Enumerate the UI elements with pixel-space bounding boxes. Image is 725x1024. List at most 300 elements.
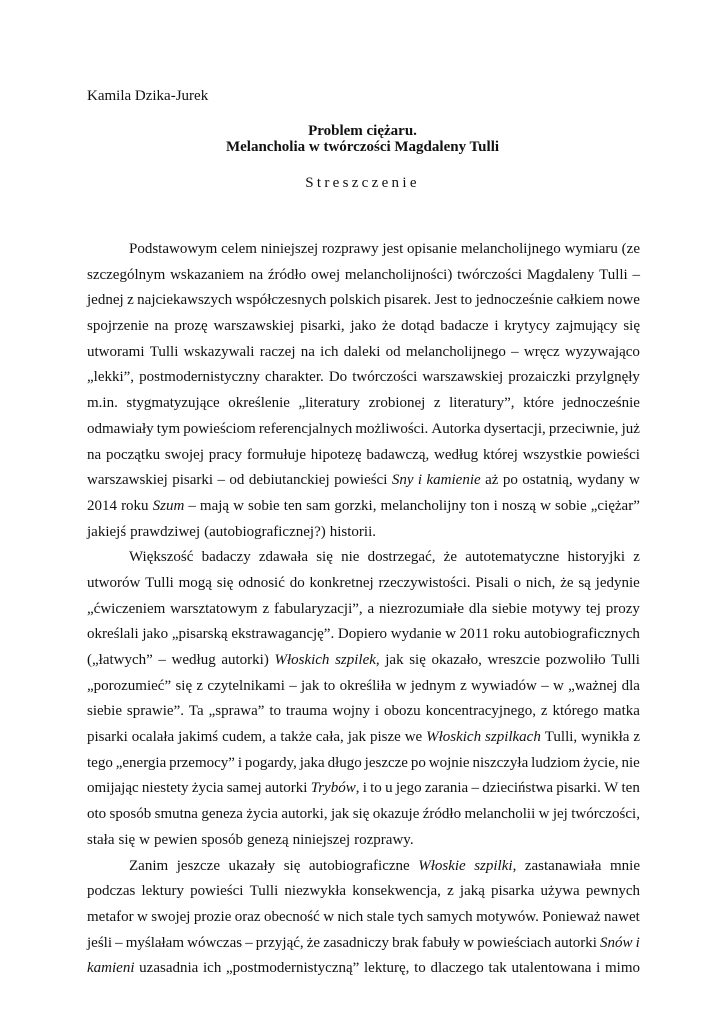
word: określali [87,626,139,643]
punctuation: , [512,857,517,874]
word: Tulli [249,883,279,900]
word: „postmodernistyczną” [226,960,360,977]
word: obecność [263,908,320,925]
word: jej [552,806,568,823]
word: współczesnych [235,292,327,309]
body-line [87,776,640,802]
word: po [410,754,426,771]
word: swojej [164,446,205,463]
word: od [229,472,245,489]
word: jednocześnie [475,292,554,309]
word: wówczas [187,934,243,951]
word: nich [337,908,364,925]
body-line [87,263,640,289]
word: dostrzegać, [367,549,436,566]
body-line [87,443,640,469]
word: ich [320,343,339,360]
word: jako [142,626,169,643]
body-line [87,597,640,623]
word: roku [492,626,521,643]
italic-word: Snów [600,934,633,951]
word: noszą [501,497,537,514]
word: mimo [604,960,640,977]
word: ludziom [531,754,581,771]
word: w [540,497,551,514]
word: Podstawowym [129,241,218,257]
word: jego [395,780,422,797]
word: to [414,960,426,977]
word: z [127,292,134,309]
body-line [87,879,640,905]
word: które [523,395,554,412]
word: w [395,677,407,694]
word: wydany [577,472,625,489]
italic-word: szpilek, [335,652,380,668]
word: 2014 [87,497,117,514]
word: z [460,677,467,694]
abstract-body [87,237,640,982]
body-line [87,828,640,854]
word: z [196,677,204,694]
word: się [352,806,370,823]
word: stygmatyzujące [126,395,220,412]
word: autorki) [221,652,269,668]
word: brak [392,934,419,951]
word: jak [301,677,320,694]
word: jak [347,729,367,746]
section-heading: Streszczenie [305,175,420,191]
word: sprawie”. [126,703,184,720]
word: powieści [586,446,640,463]
italic-word: Trybów, [310,780,360,797]
word: sobie [248,497,280,514]
word: rozprawy. [354,831,414,848]
body-line [87,622,640,648]
word: badaczy [201,549,251,566]
word: „ćwiczeniem [87,600,166,617]
word: to [370,780,382,797]
word: („łatwych” [87,652,153,668]
word: prozy [605,600,640,617]
word: Tulli, [544,729,578,746]
italic-word: Szum [152,497,185,514]
word: niniejszej [292,831,351,848]
word: w [323,908,335,925]
word: wojny [332,703,370,720]
word: zrobionej [368,395,426,412]
word: się [216,574,234,591]
word: – [471,780,479,797]
word: to [269,703,281,720]
word: pisarka [491,883,535,900]
word: jaka [299,754,325,771]
word: niestety [141,780,189,797]
word: autorki, [281,806,328,823]
word: sposób [201,831,244,848]
word: przeciwnie, [548,420,619,437]
word: autobiograficzne [308,857,410,874]
word: odnosić [238,574,285,591]
word: – [541,677,549,694]
word: dysertacji, [483,420,546,437]
word: Większość [129,549,194,566]
word: jeszcze [176,857,220,874]
word: niezrozumiałe [379,600,464,617]
word: ten [621,780,640,797]
word: że [382,318,396,335]
word: sobie [555,497,587,514]
word: u [385,780,393,797]
word: i [374,703,380,720]
word: Tulli [599,266,628,283]
word: dotąd [401,318,435,335]
word: okazuje [372,806,420,823]
body-line [87,468,640,494]
body-line [87,520,640,546]
word: pisarki, [300,318,345,335]
body-line [87,391,640,417]
word: źródło [267,266,307,283]
word: utworami [87,343,145,360]
word: melancholii [464,806,536,823]
word: ich [203,960,222,977]
word: jeśli [87,934,112,951]
word: pogardy, [244,754,297,771]
word: swojej [151,908,191,925]
word: twórczości [352,369,418,386]
word: jak [330,806,350,823]
word: sposób [109,806,152,823]
word: to [460,292,473,309]
word: jednym [410,677,456,694]
word: jaką [459,883,485,900]
word: pisze [369,729,401,746]
body-line [87,802,640,828]
word: powieściach [477,934,552,951]
word: historii. [329,523,376,540]
word: (ze [621,241,640,257]
word: matka [603,703,640,720]
word: jak [385,652,404,668]
word: wszystkie [522,446,582,463]
word: Ta [188,703,204,720]
word: przylgnęły [575,369,640,386]
word: pracy [208,446,243,463]
word: określiła [339,677,392,694]
word: jako [350,318,377,335]
italic-word: Włoskich [426,729,482,746]
word: fabularyzacji”, [273,600,363,617]
word: pisarki [172,472,214,489]
word: którego [552,703,599,720]
word: z [433,395,441,412]
word: odmawiały [87,420,154,437]
word: całkiem [556,292,604,309]
word: czytelnikami [207,677,285,694]
body-line [87,365,640,391]
word: siebie [87,703,122,720]
word: historyjki [567,549,626,566]
word: ten [283,497,303,514]
word: z [633,729,640,746]
word: oraz [234,908,261,925]
word: prozaiczki [508,369,571,386]
word: siebie [492,600,528,617]
word: to [323,677,336,694]
word: są [578,574,591,591]
word: 2011 [459,626,490,643]
word: przemocy” [169,754,235,771]
word: pisarki. [556,780,601,797]
body-line [87,699,640,725]
word: – [511,343,519,360]
word: prozie [193,908,232,925]
word: celem [221,241,257,257]
word: „sprawa” [208,703,265,720]
word: literatury”, [449,395,515,412]
italic-word: i [417,472,423,489]
word: „pisarską [171,626,228,643]
body-line [87,854,640,880]
word: cała, [315,729,344,746]
word: motywów. [476,908,539,925]
word: Zanim [129,857,169,874]
body-line [87,905,640,931]
word: niszczyła [472,754,529,771]
body-line [87,956,640,982]
word: nie [621,754,640,771]
word: już [621,420,640,437]
word: roku [121,497,149,514]
word: autorki [264,780,308,797]
word: mają [199,497,230,514]
word: m.in. [87,395,118,412]
body-line [87,648,640,674]
word: z [447,883,454,900]
word: życia [191,780,224,797]
word: „porozumieć” [87,677,172,694]
word: wskazaniem [170,266,245,283]
word: autorki [554,934,597,951]
word: Magdaleny [526,266,595,283]
word: początku [105,446,161,463]
word: i [493,497,498,514]
word: że [443,549,457,566]
word: myślałam [125,934,185,951]
word: samych [426,908,473,925]
word: nich, [525,574,556,591]
word: twórczości, [571,806,640,823]
word: się [283,857,301,874]
word: warsztatowym [170,600,258,617]
body-line [87,674,640,700]
word: fabuły [421,934,461,951]
word: niniejszej [260,241,319,257]
word: melancholijności) [344,266,453,283]
word: zarania [424,780,469,797]
word: referencjalnych [258,420,353,437]
word: twórczości [457,266,523,283]
word: jedynie [595,574,640,591]
word: autotematyczne [465,549,560,566]
word: Autorka [431,420,481,437]
word: autobiograficznych [524,626,640,643]
word: się [118,831,136,848]
word: wydanie [390,626,442,643]
word: smutna [154,806,198,823]
word: – [217,472,225,489]
word: tej [585,600,601,617]
word: wynikła [581,729,630,746]
word: według [434,446,479,463]
word: określenie [228,395,290,412]
word: się [623,318,640,335]
word: jednocześnie [562,395,640,412]
italic-word: szpilkach [485,729,541,746]
word: jeszcze [364,754,408,771]
word: obozu [384,703,421,720]
italic-word: Sny [391,472,414,489]
word: geneza [201,806,243,823]
word: w [445,626,457,643]
italic-word: kamieni [87,960,135,977]
word: się [175,677,193,694]
word: nawet [603,908,640,925]
word: a [367,600,375,617]
word: warszawskiej [213,318,295,335]
word: pewnych [585,883,640,900]
word: pisarki [87,729,128,746]
word: samej [226,780,262,797]
word: źródło [422,806,462,823]
word: wojnie [428,754,470,771]
word: melancholijny [380,497,467,514]
word: według [171,652,216,668]
word: życie, [583,754,619,771]
word: i [494,318,499,335]
word: daleki [343,343,381,360]
word: najciekawszych [137,292,233,309]
word: której [482,446,518,463]
word: w [139,831,151,848]
word: wywiadów [471,677,537,694]
word: dlaczego [430,960,484,977]
word: badawczą, [366,446,430,463]
word: utalentowana [511,960,592,977]
word: – [289,677,297,694]
word: tego [87,754,113,771]
word: polskich [329,292,381,309]
italic-word: kamienie [426,472,481,489]
word: wskazywali [183,343,255,360]
word: powieści [190,883,244,900]
word: postmodernistyczny [139,369,260,386]
author-name: Kamila Dzika-Jurek [87,88,209,104]
word: ostatnią, [522,472,573,489]
word: zastanawiała [524,857,602,874]
word: tych [397,908,424,925]
word: owej [310,266,341,283]
word: niezwykła [284,883,347,900]
word: genezą [247,831,289,848]
word: stale [366,908,395,925]
body-line [87,931,640,957]
word: pozwoliło [545,652,606,668]
word: w [463,934,475,951]
word: używa [540,883,580,900]
word: utworów [87,574,141,591]
word: rozprawy [321,241,379,257]
body-line [87,751,640,777]
word: raczej [259,343,296,360]
word: sam [306,497,331,514]
word: krytycy [504,318,551,335]
word: okazało, [431,652,482,668]
word: konsekwencja, [352,883,441,900]
body-line [87,571,640,597]
word: ukazały [228,857,276,874]
word: Tulli [145,574,174,591]
word: Ponieważ [542,908,601,925]
body-line [87,237,640,263]
word: Tulli [611,652,640,668]
body-line [87,314,640,340]
word: „energia [115,754,167,771]
word: ton [470,497,490,514]
word: dla [468,600,488,617]
word: w [628,472,640,489]
word: pisarek. [384,292,432,309]
word: zdawała [258,549,309,566]
word: we [404,729,423,746]
word: stała [87,831,115,848]
word: przyjąć, [255,934,304,951]
word: koncentracyjnego, [425,703,536,720]
word: po [502,472,518,489]
word: opisanie [407,241,458,257]
word: życia [246,806,278,823]
word: w [553,677,564,694]
word: – [245,934,253,951]
word: debiutanckiej [248,472,330,489]
title-subtitle: Melancholia w twórczości Magdaleny Tulli [225,139,500,155]
word: tak [488,960,507,977]
word: warszawskiej [87,472,168,489]
word: na [87,446,102,463]
word: pewien [154,831,198,848]
word: na [154,318,169,335]
word: dla [621,677,640,694]
body-line [87,340,640,366]
word: rzeczywistości. [378,574,471,591]
title-main: Problem ciężaru. [308,123,417,139]
word: „lekki”, [87,369,135,386]
word: uzasadnia [139,960,199,977]
word: wymiaru [564,241,618,257]
word: lektury [141,883,184,900]
word: lekturę, [364,960,410,977]
word: wreszcie [487,652,540,668]
word: długo [327,754,362,771]
word: hipotezę [310,446,362,463]
word: prozę [174,318,208,335]
word: możliwości. [355,420,429,437]
word: trauma [285,703,328,720]
italic-word: Włoskich [274,652,330,668]
word: ocalała [131,729,175,746]
word: jakiejś [87,523,127,540]
word: „ciężar” [590,497,640,514]
